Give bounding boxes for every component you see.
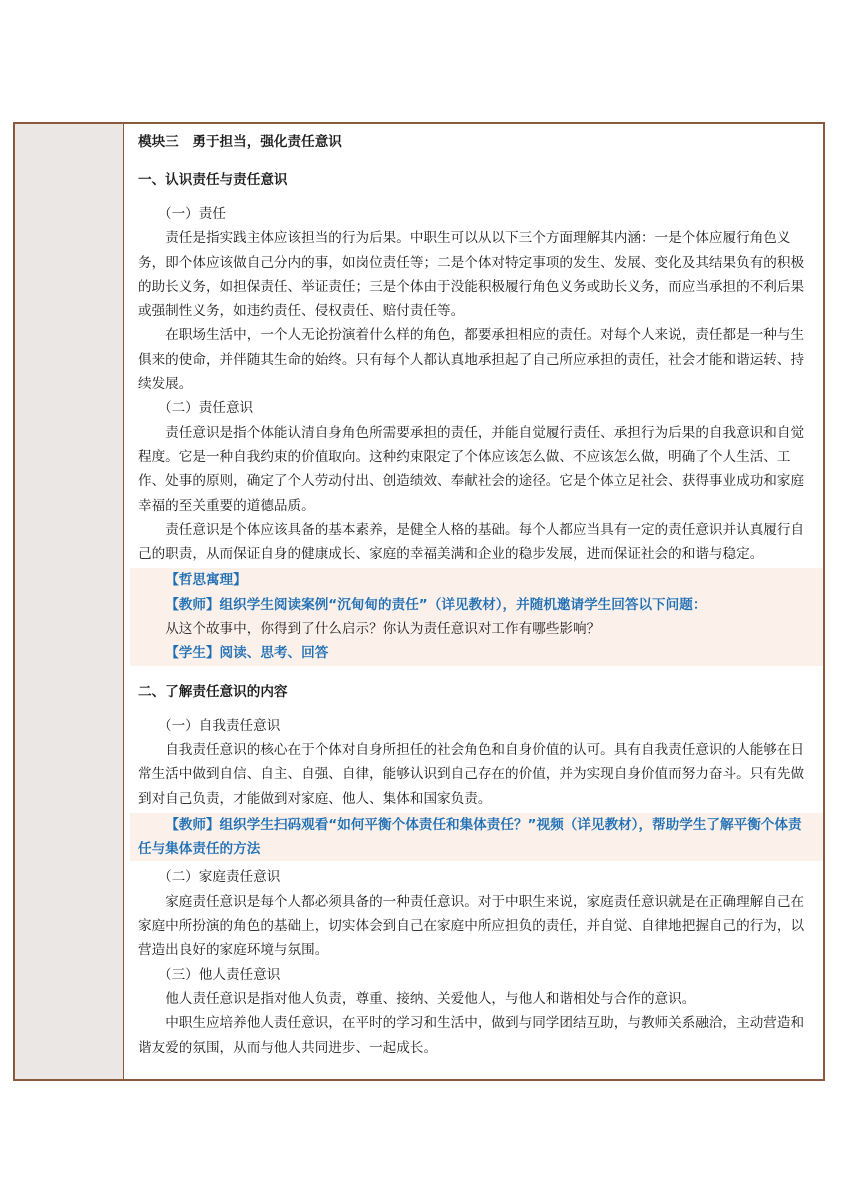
- section2-sub2: （二）家庭责任意识: [158, 869, 281, 886]
- section2-paragraph: 自我责任意识的核心在于个体对自身所担任的社会角色和自身价值的认可。具有自我责任意识的人能够在日常生活中做到自信、自主、自强、自律，能够认识到自己存在的价值，并为实现自身价值而努力奋斗。只有先做到对自己负责，才能做到对家庭、他人、集体和国家负责。: [138, 741, 805, 807]
- section2-paragraph: 他人责任意识是指对他人负责，尊重、接纳、关爱他人，与他人和谐相处与合作的意识。: [165, 990, 696, 1007]
- content-cell: [124, 124, 823, 1079]
- teacher-box: [130, 813, 823, 862]
- section2-sub1: （一）自我责任意识: [158, 717, 281, 734]
- lesson-table: [13, 122, 825, 1081]
- section1-heading: 一、认识责任与责任意识: [138, 172, 288, 188]
- philosophy-box: [130, 568, 823, 665]
- section2-paragraph: 中职生应培养他人责任意识，在平时的学习和生活中，做到与同学团结互助，与教师关系融洽，主动营造和谐友爱的氛围，从而与他人共同进步、一起成长。: [138, 1015, 805, 1056]
- section1-paragraph: 责任是指实践主体应该担当的行为后果。中职生可以从以下三个方面理解其内涵：一是个体应履行角色义务，即个体应该做自己分内的事，如岗位责任等；二是个体对特定事项的发生、发展、变化及其结果负有的积极的助长义务，如担保责任、举证责任；三是个体由于没能积极履行角色义务或助长义务，而应当承担的不利后果或强制性义务，如违约责任、侵权责任、赔付责任等。: [138, 230, 805, 320]
- section2-paragraph: 家庭责任意识是每个人都必须具备的一种责任意识。对于中职生来说，家庭责任意识就是在正确理解自己在家庭中所扮演的角色的基础上，切实体会到自己在家庭中所应担负的责任，并自觉、自律地把握自己的行为，以营造出良好的家庭环境与氛围。: [138, 893, 805, 959]
- left-label-cell: [15, 124, 124, 1079]
- section1-sub2: （二）责任意识: [158, 400, 254, 417]
- teacher-note: 【教师】组织学生阅读案例“沉甸甸的责任”（详见教材），并随机邀请学生回答以下问题：: [165, 596, 707, 613]
- section2-heading: 二、了解责任意识的内容: [138, 683, 288, 700]
- section1-sub1: （一）责任: [158, 206, 226, 222]
- box-question: 从这个故事中，你得到了什么启示？你认为责任意识对工作有哪些影响？: [165, 621, 601, 638]
- section2-sub3: （三）他人责任意识: [158, 966, 281, 983]
- box-label: 【哲思寓理】: [165, 572, 247, 589]
- section1-paragraph: 责任意识是个体应该具备的基本素养，是健全人格的基础。每个人都应当具有一定的责任意识并认真履行自己的职责，从而保证自身的健康成长、家庭的幸福美满和企业的稳步发展，进而保证社会的和谐与稳定。: [138, 521, 805, 563]
- section1-paragraph: 在职场生活中，一个人无论扮演着什么样的角色，都要承担相应的责任。对每个人来说，责任都是一种与生俱来的使命，并伴随其生命的始终。只有每个人都认真地承担起了自己所应承担的责任，社会才能和谐运转、持续发展。: [138, 327, 805, 393]
- module-title: 模块三 勇于担当，强化责任意识: [138, 134, 342, 150]
- teacher-note: 【教师】组织学生扫码观看“如何平衡个体责任和集体责任？”视频（详见教材），帮助学生了解平衡个体责任与集体责任的方法: [138, 816, 802, 858]
- student-note: 【学生】阅读、思考、回答: [165, 645, 329, 662]
- section1-paragraph: 责任意识是指个体能认清自身角色所需要承担的责任，并能自觉履行责任、承担行为后果的自我意识和自觉程度。它是一种自我约束的价值取向。这种约束限定了个体应该怎么做、不应该怎么做，明确了个人生活、工作、处事的原则，确定了个人劳动付出、创造绩效、奉献社会的途径。它是个体立足社会、获得事业成功和家庭幸福的至关重要的道德品质。: [138, 424, 805, 514]
